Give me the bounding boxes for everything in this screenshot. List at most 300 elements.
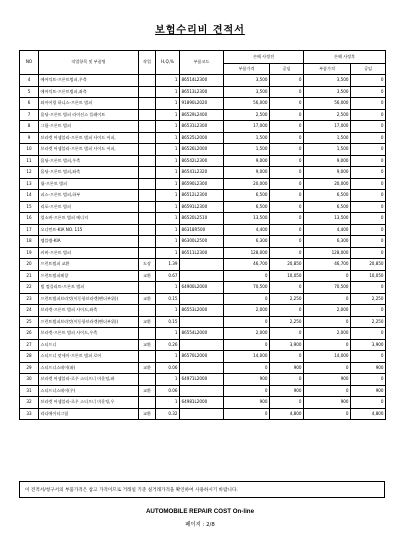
row-hq: 1 [156,351,180,363]
row-after-part-price: 4,400 [304,224,351,236]
row-after-part-price: 9,000 [304,167,351,179]
row-before-part-price: 1,500 [224,144,270,156]
row-before-part-price: 0 [224,408,270,420]
row-no: 7 [20,109,39,121]
row-after-labor: 0 [351,155,386,167]
row-part-code: 86318R500 [180,224,224,236]
row-after-labor: 2,250 [351,293,386,305]
row-before-part-price: 6,300 [224,236,270,248]
row-no: 29 [20,362,39,374]
table-row [20,351,386,363]
row-after-part-price: 2,500 [304,109,351,121]
row-item: 라디에이터그릴 [39,408,139,420]
row-hq: 0.67 [156,270,180,282]
row-hq: 1 [156,305,180,317]
row-item: 프런트범퍼페창 [39,270,139,282]
row-after-part-price: 1,500 [304,144,351,156]
row-part-code: 86520L2510 [180,213,224,225]
header-row-1 [20,51,386,64]
row-no: 23 [20,293,39,305]
row-after-labor: 2,250 [351,316,386,328]
row-item: 프런트범퍼 교환 [39,259,139,271]
table-row [20,259,386,271]
row-hq: 1 [156,121,180,133]
table-row [20,397,386,409]
page-number: 페이지 : 2/8 [185,522,215,528]
row-no: 32 [20,397,39,409]
row-after-part-price: 0 [304,316,351,328]
row-after-part-price: 900 [304,397,351,409]
estimate-rows [20,75,386,420]
table-row [20,98,386,110]
row-after-part-price: 6,500 [304,190,351,202]
row-part-code [180,316,224,328]
row-no: 17 [20,224,39,236]
header-no: NO [20,51,39,75]
row-no: 14 [20,190,39,202]
row-before-part-price: 9,000 [224,167,270,179]
row-work: 교환 [139,408,156,420]
row-item: 리포-프론트 범퍼 [39,201,139,213]
table-row [20,247,386,259]
row-item: 커버-프론트 범퍼 [39,247,139,259]
row-item: 그릴-프론트 범퍼 [39,121,139,133]
row-before-part-price: 2,000 [224,305,270,317]
row-after-labor: 0 [351,201,386,213]
row-after-part-price: 900 [304,374,351,386]
table-row [20,190,386,202]
row-before-labor: 0 [270,282,304,294]
row-no: 22 [20,282,39,294]
row-before-labor: 0 [270,305,304,317]
row-part-code [180,408,224,420]
row-part-code [180,293,224,305]
row-before-part-price: 3,500 [224,75,270,87]
row-after-labor: 0 [351,213,386,225]
row-hq: 1 [156,190,180,202]
row-no: 19 [20,247,39,259]
row-part-code: 86514L2300 [180,75,224,87]
header-work: 작업 [139,51,156,75]
row-before-part-price: 6,500 [224,201,270,213]
row-hq: 1 [156,155,180,167]
row-after-labor: 10,050 [351,270,386,282]
row-item: 브라켓-프론트 범퍼 사이드,우측 [39,328,139,340]
row-hq: 1 [156,167,180,179]
row-before-labor: 0 [270,75,304,87]
table-row [20,155,386,167]
row-before-part-price: 0 [224,293,270,305]
row-hq: 1 [156,282,180,294]
row-part-code: 86542L2300 [180,155,224,167]
row-before-part-price: 20,000 [224,178,270,190]
row-after-labor: 0 [351,351,386,363]
row-work [139,155,156,167]
table-row [20,236,386,248]
table-row [20,339,386,351]
row-item: 브라켓 어셈블리-프론트 범퍼 사이드 어퍼, [39,144,139,156]
row-before-labor: 0 [270,98,304,110]
row-item: 몰딩-프론트 범퍼,좌측 [39,167,139,179]
row-work: 교환 [139,316,156,328]
row-hq: 1 [156,374,180,386]
row-after-labor: 3,900 [351,339,386,351]
row-work [139,328,156,340]
row-after-labor: 0 [351,247,386,259]
row-after-part-price: 6,500 [304,201,351,213]
header-before-part-price: 부품가격 [224,64,270,75]
row-item: 스티프너 앗세이-프론트 범퍼 로어 [39,351,139,363]
row-before-labor: 0 [270,374,304,386]
row-before-labor: 0 [270,190,304,202]
row-before-labor: 0 [270,224,304,236]
row-hq: 1 [156,178,180,190]
row-hq: 1 [156,86,180,98]
row-no: 10 [20,144,39,156]
row-part-code: 86590L2300 [180,178,224,190]
row-before-part-price: 6,500 [224,190,270,202]
row-before-part-price: 900 [224,374,270,386]
row-after-part-price: 0 [304,270,351,282]
table-row [20,374,386,386]
row-before-part-price: 900 [224,397,270,409]
row-before-part-price: 13,500 [224,213,270,225]
row-before-labor: 900 [270,362,304,374]
row-item: 브라켓 어셈블리-로우 스티프너 마운팅,좌 [39,374,139,386]
row-before-labor: 0 [270,236,304,248]
table-row [20,167,386,179]
row-before-labor: 0 [270,132,304,144]
row-no: 4 [20,75,39,87]
row-part-code: 91890L2020 [180,98,224,110]
row-part-code [180,362,224,374]
row-after-part-price: 0 [304,408,351,420]
row-part-code: 86570L2000 [180,351,224,363]
row-before-labor: 0 [270,121,304,133]
row-part-code: 86553L2000 [180,305,224,317]
row-part-code: 86554L2000 [180,328,224,340]
table-row [20,305,386,317]
row-after-part-price: 3,500 [304,86,351,98]
row-part-code: 86541L2320 [180,167,224,179]
row-before-part-price: 3,500 [224,86,270,98]
row-before-labor: 900 [270,385,304,397]
row-no: 16 [20,213,39,225]
table-row [20,86,386,98]
estimate-table [19,50,386,420]
header-item: 작업항목 및 부품명 [39,51,139,75]
row-work [139,247,156,259]
row-before-part-price: 14,000 [224,351,270,363]
row-before-labor: 0 [270,178,304,190]
row-part-code: 86512L2300 [180,190,224,202]
row-after-part-price: 1,500 [304,132,351,144]
table-row [20,316,386,328]
row-hq: 1 [156,224,180,236]
row-before-labor: 0 [270,167,304,179]
row-work: 교환 [139,270,156,282]
row-no: 8 [20,121,39,133]
row-item: 립-프론트 범퍼 [39,178,139,190]
row-part-code: 86513L2300 [180,86,224,98]
row-after-labor: 4,800 [351,408,386,420]
row-no: 6 [20,98,39,110]
row-after-part-price: 9,000 [304,155,351,167]
row-hq: 1 [156,236,180,248]
row-no: 31 [20,385,39,397]
row-after-part-price: 0 [304,362,351,374]
row-part-code: 86529L2400 [180,109,224,121]
row-before-part-price: 2,500 [224,109,270,121]
row-work: 교환 [139,293,156,305]
table-row [20,282,386,294]
header-before-labor: 공임 [270,64,304,75]
row-after-part-price: 2,000 [304,305,351,317]
price-note: 이 견적서/청구서의 부품가격은 참고 가격이므로 거래일 기준 실거래가격을 확인하여 사용하시기 바랍니다. [19,481,385,498]
row-work: 교환 [139,385,156,397]
row-work [139,109,156,121]
row-hq: 0.15 [156,293,180,305]
row-after-part-price: 56,000 [304,98,351,110]
row-work: 교환 [139,339,156,351]
row-after-labor: 0 [351,282,386,294]
row-work [139,190,156,202]
row-before-part-price: 2,000 [224,328,270,340]
table-row [20,75,386,87]
row-after-labor: 0 [351,236,386,248]
row-hq: 0.15 [156,316,180,328]
row-no: 13 [20,178,39,190]
row-no: 25 [20,316,39,328]
row-item: 스티프너 [39,339,139,351]
table-row [20,362,386,374]
row-work [139,305,156,317]
table-row [20,224,386,236]
row-before-labor: 0 [270,397,304,409]
row-work: 도장 [139,259,156,271]
row-after-labor: 0 [351,178,386,190]
row-item: 스티프너스테이(좌) [39,362,139,374]
row-work [139,201,156,213]
row-before-part-price: 4,400 [224,224,270,236]
row-before-labor: 0 [270,213,304,225]
row-work [139,282,156,294]
row-item: 브라켓 어셈블리-프론트 범퍼 사이드 어퍼, [39,132,139,144]
row-hq: 1.39 [156,259,180,271]
row-item: 에어덕트-프론트범퍼,좌측 [39,86,139,98]
row-item: 오너먼트-KIA NO. 115 [39,224,139,236]
row-work [139,236,156,248]
row-before-labor: 0 [270,155,304,167]
row-hq: 1 [156,201,180,213]
row-before-labor: 0 [270,351,304,363]
row-before-part-price: 1,500 [224,132,270,144]
header-before: 손해 사정전 [224,51,304,64]
row-work [139,351,156,363]
row-before-labor: 3,900 [270,339,304,351]
header-after-part-price: 부품가격 [304,64,351,75]
row-after-part-price: 2,000 [304,328,351,340]
row-hq: 1 [156,132,180,144]
table-row [20,385,386,397]
row-work [139,224,156,236]
row-before-part-price: 0 [224,362,270,374]
page-title: 보험수리비 견적서 [155,25,245,36]
row-hq: 1 [156,98,180,110]
row-before-labor: 0 [270,201,304,213]
row-item: 피스-프론트 범퍼,하부 [39,190,139,202]
row-no: 30 [20,374,39,386]
header-after-labor: 공임 [351,64,386,75]
footer-title: AUTOMOBILE REPAIR COST On-line [145,508,255,515]
row-before-labor: 0 [270,86,304,98]
row-before-part-price: 56,000 [224,98,270,110]
row-item: 에어덕트-프론트범퍼,우측 [39,75,139,87]
table-row [20,408,386,420]
row-no: 24 [20,305,39,317]
row-item: 스티프너스테이(우) [39,385,139,397]
row-after-labor: 900 [351,362,386,374]
row-before-part-price: 70,500 [224,282,270,294]
row-item: 빔 컴플리트-프론트 범퍼 [39,282,139,294]
row-item: 브라켓-프론트 범퍼 사이드,좌측 [39,305,139,317]
row-hq: 1 [156,144,180,156]
row-no: 20 [20,259,39,271]
row-hq: 1 [156,75,180,87]
row-item: 몰딩-프론트 범퍼 라이선스 플레이트 [39,109,139,121]
row-no: 12 [20,167,39,179]
row-part-code: 86300L2500 [180,236,224,248]
row-item: 몰딩-프론트 범퍼,우측 [39,155,139,167]
row-after-part-price: 13,500 [304,213,351,225]
row-before-labor: 4,800 [270,408,304,420]
row-before-labor: 0 [270,247,304,259]
row-part-code [180,259,224,271]
table-row [20,121,386,133]
row-before-labor: 0 [270,144,304,156]
row-before-labor: 2,250 [270,293,304,305]
row-after-labor: 0 [351,98,386,110]
row-after-labor: 0 [351,167,386,179]
row-before-part-price: 0 [224,385,270,397]
row-part-code: 86531L2300 [180,121,224,133]
row-work [139,75,156,87]
row-hq: 1 [156,247,180,259]
row-before-part-price: 0 [224,316,270,328]
row-after-part-price: 128,000 [304,247,351,259]
row-after-labor: 0 [351,132,386,144]
row-work [139,144,156,156]
row-work [139,121,156,133]
row-no: 11 [20,155,39,167]
table-row [20,132,386,144]
table-row [20,201,386,213]
row-before-labor: 20,850 [270,259,304,271]
row-work [139,213,156,225]
row-no: 26 [20,328,39,340]
row-after-part-price: 3,500 [304,75,351,87]
row-part-code [180,385,224,397]
row-hq: 0.26 [156,339,180,351]
table-row [20,213,386,225]
table-row [20,109,386,121]
table-row [20,328,386,340]
row-after-part-price: 17,000 [304,121,351,133]
table-row [20,270,386,282]
row-work [139,167,156,179]
row-before-labor: 10,050 [270,270,304,282]
header-part-code: 부품코드 [180,51,224,75]
row-after-part-price: 0 [304,339,351,351]
row-no: 15 [20,201,39,213]
row-before-part-price: 0 [224,339,270,351]
row-after-labor: 0 [351,328,386,340]
row-item: 프런트범퍼브라킷(이동항브라켓(펜더부위)) [39,316,139,328]
row-item: 브라켓 어셈블리-로우 스티프너 마운팅,우 [39,397,139,409]
row-no: 27 [20,339,39,351]
table-row [20,178,386,190]
row-after-labor: 0 [351,144,386,156]
row-before-part-price: 9,000 [224,155,270,167]
table-row [20,293,386,305]
row-before-part-price: 0 [224,270,270,282]
row-item: 프런트범퍼브라킷(이동항브라켓(펜더부위)) [39,293,139,305]
row-item: 엠블렘-KIA [39,236,139,248]
row-before-labor: 0 [270,328,304,340]
row-part-code: 64981L2000 [180,397,224,409]
row-hq: 1 [156,328,180,340]
row-after-labor: 0 [351,305,386,317]
row-after-labor: 0 [351,75,386,87]
row-part-code [180,270,224,282]
row-after-part-price: 14,000 [304,351,351,363]
row-work [139,178,156,190]
row-work [139,132,156,144]
row-after-labor: 0 [351,121,386,133]
row-after-labor: 0 [351,224,386,236]
table-row [20,144,386,156]
row-after-part-price: 6,300 [304,236,351,248]
header-after: 손해 사정후 [304,51,386,64]
row-item: 업소버-프론트 범퍼 에너지 [39,213,139,225]
row-part-code [180,339,224,351]
row-after-part-price: 0 [304,385,351,397]
row-before-part-price: 17,000 [224,121,270,133]
row-part-code: 64971L2000 [180,374,224,386]
row-work [139,397,156,409]
row-before-labor: 0 [270,109,304,121]
row-work [139,374,156,386]
row-after-part-price: 0 [304,293,351,305]
row-before-part-price: 46,700 [224,259,270,271]
row-after-part-price: 46,700 [304,259,351,271]
row-no: 21 [20,270,39,282]
row-hq: 1 [156,109,180,121]
row-no: 9 [20,132,39,144]
row-hq: 1 [156,213,180,225]
row-after-labor: 0 [351,397,386,409]
header-hq: H,Q,% [156,51,180,75]
row-after-part-price: 20,000 [304,178,351,190]
row-no: 28 [20,351,39,363]
row-part-code: 86525L2000 [180,132,224,144]
row-part-code: 64900L2000 [180,282,224,294]
row-part-code: 86591L2300 [180,201,224,213]
row-after-part-price: 70,500 [304,282,351,294]
row-work [139,86,156,98]
row-after-labor: 0 [351,86,386,98]
row-hq: 0.06 [156,362,180,374]
